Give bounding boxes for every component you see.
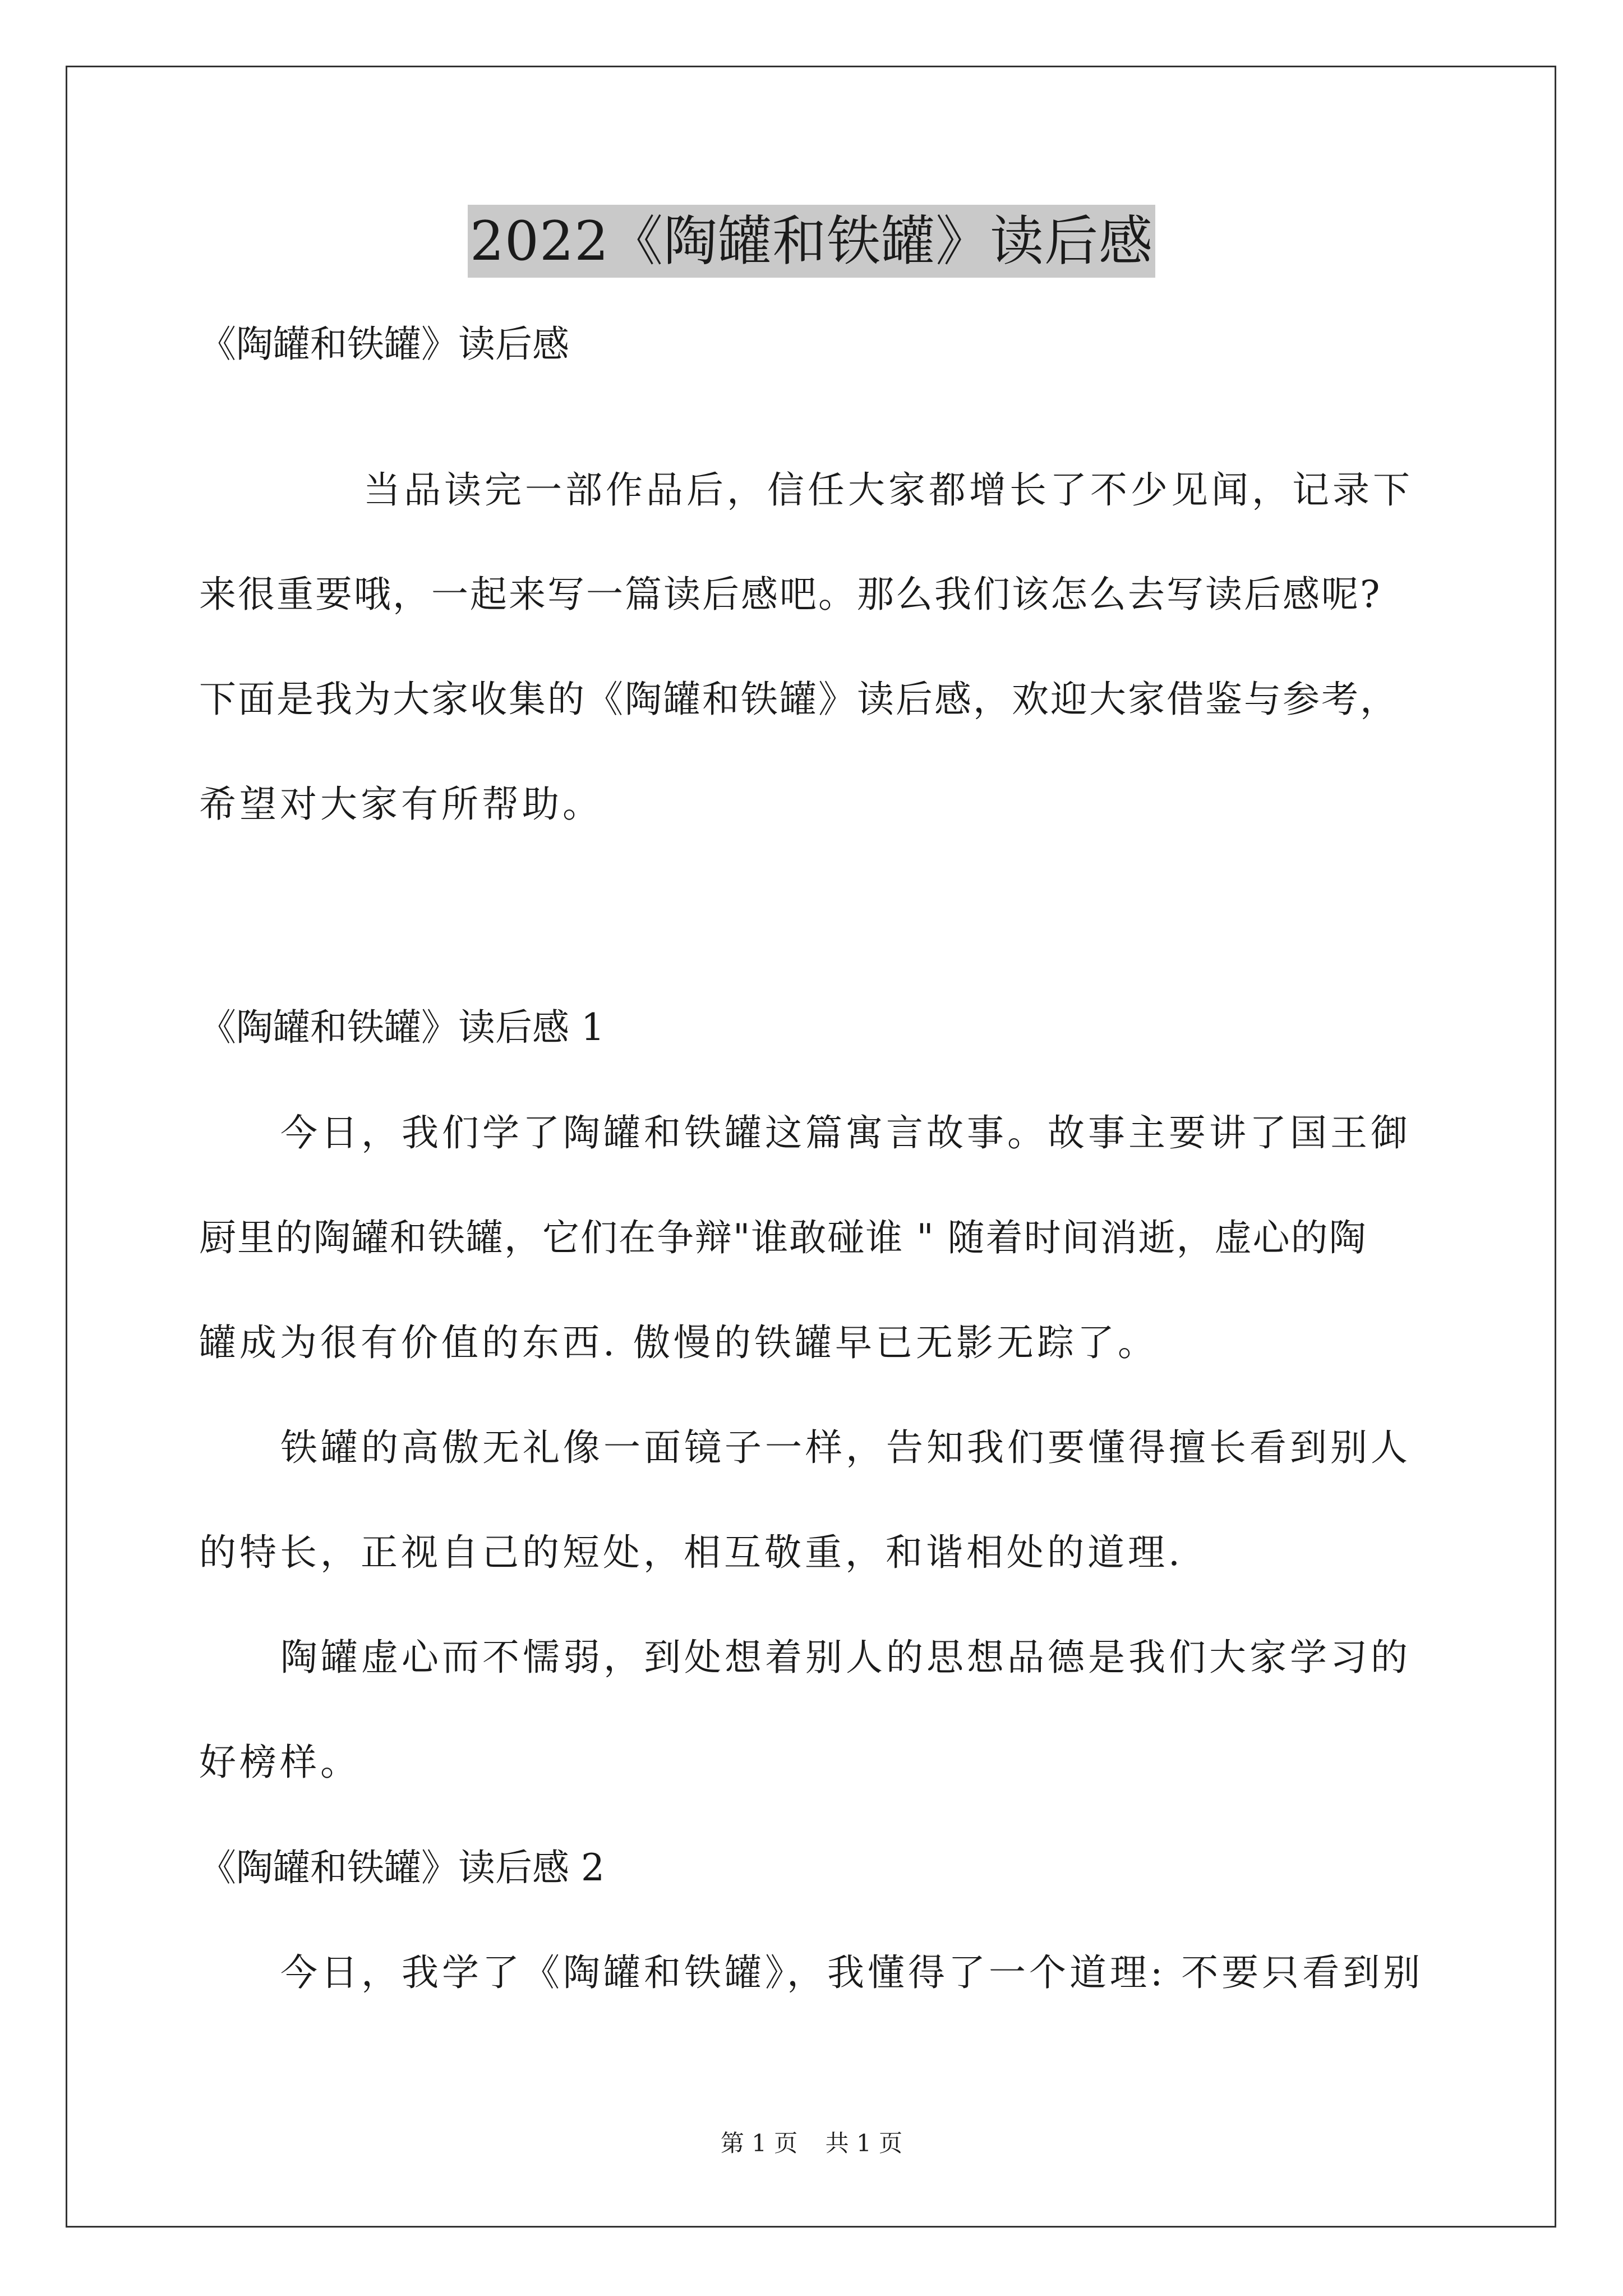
page-total: 共 1 页	[825, 2129, 903, 2157]
section-2-heading: 《陶罐和铁罐》读后感 2	[199, 1846, 605, 1889]
section-1-line-3: 罐成为很有价值的东西. 傲慢的铁罐早已无影无踪了。	[199, 1321, 1158, 1364]
title-container	[0, 205, 1623, 278]
section-1-line-2: 厨里的陶罐和铁罐，它们在争辩"谁敢碰谁 " 随着时间消逝，虚心的陶	[199, 1216, 1367, 1259]
section-1-line-7: 好榜样。	[199, 1741, 361, 1784]
section-2-line-1: 今日，我学了《陶罐和铁罐》，我懂得了一个道理: 不要只看到别	[280, 1951, 1424, 1994]
page-footer	[0, 2125, 1623, 2159]
document-subtitle: 《陶罐和铁罐》读后感	[199, 323, 569, 366]
section-1-heading: 《陶罐和铁罐》读后感 1	[199, 1006, 605, 1049]
page-number: 第 1 页	[720, 2129, 798, 2157]
document-title: 2022《陶罐和铁罐》读后感	[468, 205, 1155, 278]
intro-line-3: 下面是我为大家收集的《陶罐和铁罐》读后感，欢迎大家借鉴与参考，	[199, 678, 1399, 721]
section-1-line-4: 铁罐的高傲无礼像一面镜子一样，告知我们要懂得擅长看到别人	[280, 1426, 1411, 1469]
intro-line-2: 来很重要哦，一起来写一篇读后感吧。那么我们该怎么去写读后感呢?	[199, 573, 1382, 616]
intro-line-4: 希望对大家有所帮助。	[199, 783, 603, 826]
intro-line-1: 当品读完一部作品后，信任大家都增长了不少见闻，记录下	[363, 468, 1413, 512]
section-1-line-1: 今日，我们学了陶罐和铁罐这篇寓言故事。故事主要讲了国王御	[280, 1111, 1411, 1154]
section-1-line-5: 的特长，正视自己的短处，相互敬重，和谐相处的道理.	[199, 1531, 1183, 1574]
section-1-line-6: 陶罐虚心而不懦弱，到处想着别人的思想品德是我们大家学习的	[280, 1636, 1411, 1679]
